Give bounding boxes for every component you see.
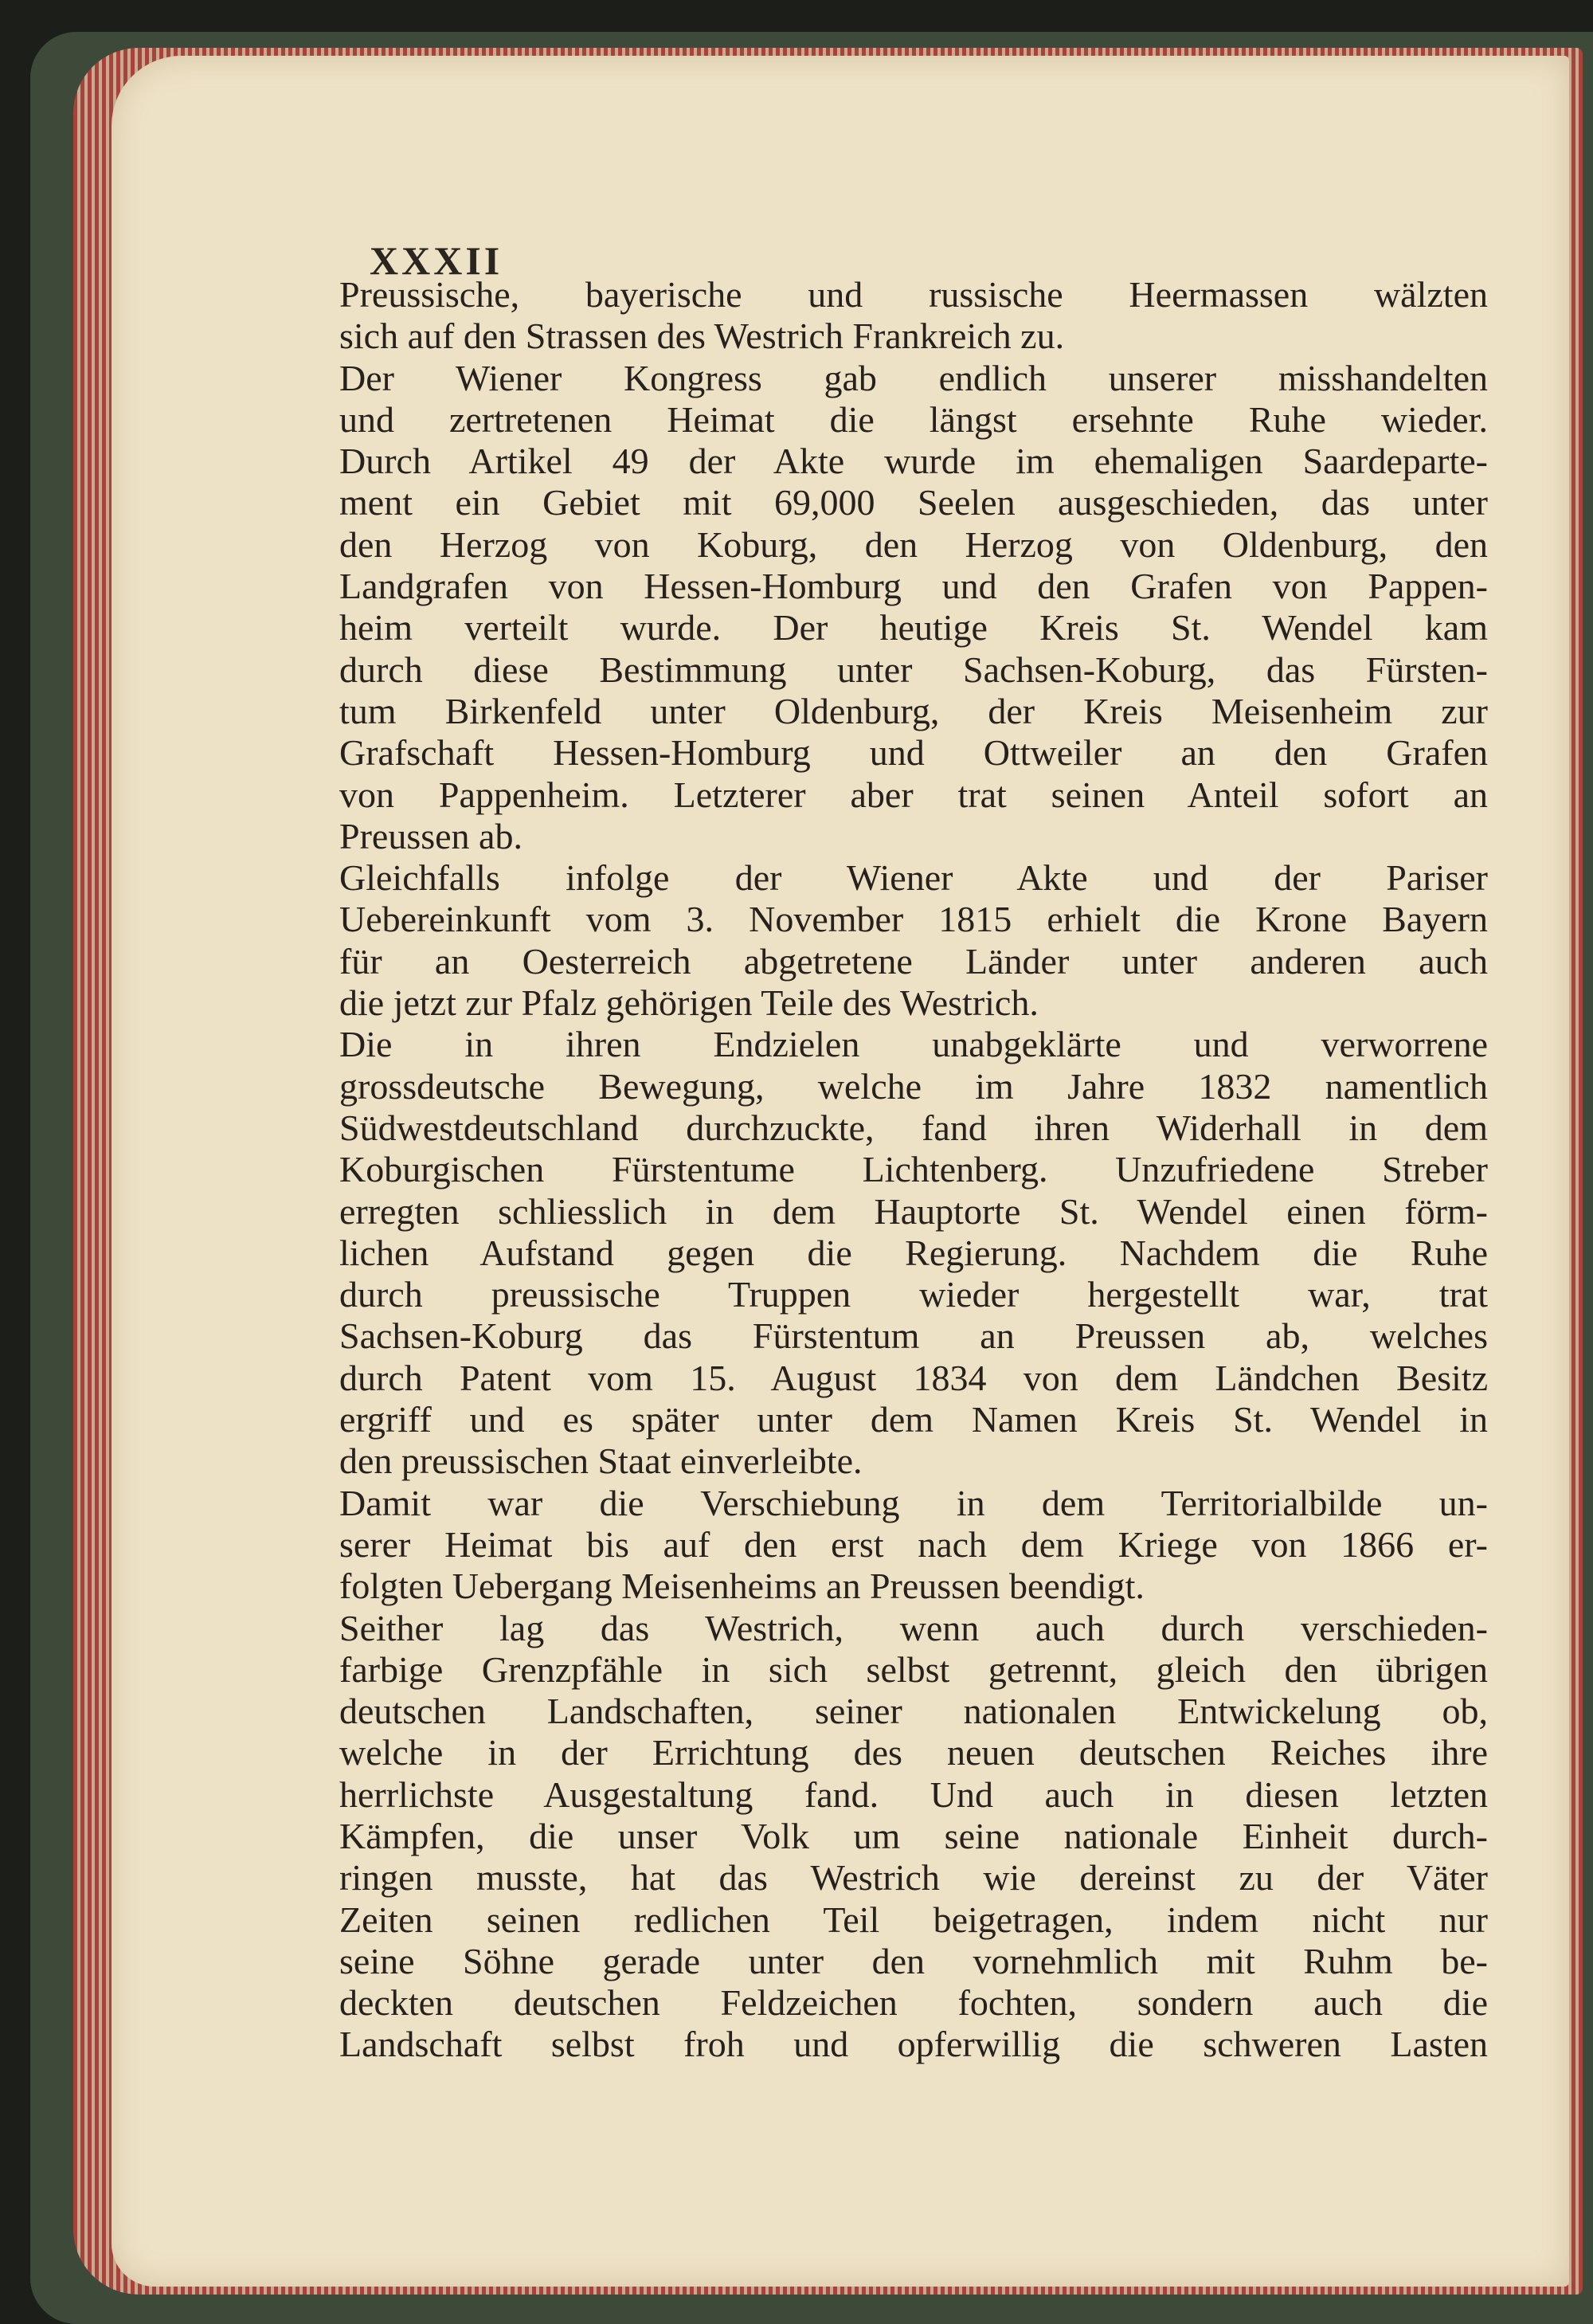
text-line: von Pappenheim. Letzterer aber trat seinen Anteil sofort an <box>339 774 1488 815</box>
text-line: Koburgischen Fürstentume Lichtenberg. Unzufriedene Streber <box>339 1149 1488 1190</box>
text-line: den Herzog von Koburg, den Herzog von Oldenburg, den <box>339 523 1488 565</box>
paragraph <box>256 1483 1488 1608</box>
text-line: tum Birkenfeld unter Oldenburg, der Kreis Meisenheim zur <box>339 690 1488 731</box>
text-line: Preussische, bayerische und russische Heermassen wälzten <box>339 274 1488 315</box>
text-line: lichen Aufstand gegen die Regierung. Nachdem die Ruhe <box>339 1232 1488 1273</box>
paragraph <box>256 358 1488 858</box>
text-line: ment ein Gebiet mit 69,000 Seelen ausgeschieden, das unter <box>339 482 1488 523</box>
text-line: für an Oesterreich abgetretene Länder unter anderen auch <box>339 940 1488 982</box>
text-line: Der Wiener Kongress gab endlich unserer misshandelten <box>339 357 1488 398</box>
paragraph <box>256 1024 1488 1482</box>
body-text <box>256 274 1488 2066</box>
text-line: Preussen ab. <box>339 815 523 856</box>
text-line: und zertretenen Heimat die längst ersehnte Ruhe wieder. <box>339 398 1488 440</box>
text-line: erregten schliesslich in dem Hauptorte St. Wendel einen förm- <box>339 1190 1488 1232</box>
text-line: Seither lag das Westrich, wenn auch durch verschieden- <box>339 1607 1488 1648</box>
text-line: farbige Grenzpfähle in sich selbst getrennt, gleich den übrigen <box>339 1648 1488 1690</box>
text-line: Damit war die Verschiebung in dem Territorialbilde un- <box>339 1482 1488 1523</box>
text-line: Zeiten seinen redlichen Teil beigetragen, indem nicht nur <box>339 1899 1488 1940</box>
text-line: herrlichste Ausgestaltung fand. Und auch in diesen letzten <box>339 1773 1488 1815</box>
text-line: seine Söhne gerade unter den vornehmlich mit Ruhm be- <box>339 1940 1488 1981</box>
text-line: Südwestdeutschland durchzuckte, fand ihren Widerhall in dem <box>339 1107 1488 1148</box>
text-line: deckten deutschen Feldzeichen fochten, sondern auch die <box>339 1982 1488 2024</box>
text-line: Landgrafen von Hessen-Homburg und den Grafen von Pappen- <box>339 566 1488 607</box>
text-line: heim verteilt wurde. Der heutige Kreis St. Wendel kam <box>339 607 1488 649</box>
text-line: Uebereinkunft vom 3. November 1815 erhielt die Krone Bayern <box>339 899 1488 940</box>
page-number: XXXII <box>370 238 503 283</box>
paragraph <box>256 274 1488 358</box>
text-line: den preussischen Staat einverleibte. <box>339 1440 863 1482</box>
text-line: ergriff und es später unter dem Namen Kreis St. Wendel in <box>339 1399 1488 1440</box>
text-line: deutschen Landschaften, seiner nationalen Entwickelung ob, <box>339 1691 1488 1732</box>
text-line: serer Heimat bis auf den erst nach dem Kriege von 1866 er- <box>339 1523 1488 1565</box>
text-line: Sachsen-Koburg das Fürstentum an Preussen ab, welches <box>339 1315 1488 1357</box>
text-line: ringen musste, hat das Westrich wie dereinst zu der Väter <box>339 1857 1488 1899</box>
text-line: Gleichfalls infolge der Wiener Akte und der Pariser <box>339 857 1488 899</box>
text-line: durch diese Bestimmung unter Sachsen-Koburg, das Fürsten- <box>339 649 1488 690</box>
text-line: durch Patent vom 15. August 1834 von dem Ländchen Besitz <box>339 1357 1488 1398</box>
text-line: sich auf den Strassen des Westrich Frankreich zu. <box>339 315 1065 357</box>
text-line: Kämpfen, die unser Volk um seine nationale Einheit durch- <box>339 1815 1488 1856</box>
text-line: welche in der Errichtung des neuen deutschen Reiches ihre <box>339 1732 1488 1773</box>
text-line: Durch Artikel 49 der Akte wurde im ehemaligen Saardeparte- <box>339 441 1488 482</box>
text-line: durch preussische Truppen wieder hergestellt war, trat <box>339 1274 1488 1315</box>
text-line: folgten Uebergang Meisenheims an Preussen beendigt. <box>339 1566 1145 1607</box>
text-line: Landschaft selbst froh und opferwillig die schweren Lasten <box>339 2024 1488 2065</box>
paragraph <box>256 1608 1488 2066</box>
text-line: Die in ihren Endzielen unabgeklärte und verworrene <box>339 1024 1488 1065</box>
text-line: Grafschaft Hessen-Homburg und Ottweiler an den Grafen <box>339 732 1488 774</box>
text-line: die jetzt zur Pfalz gehörigen Teile des Westrich. <box>339 982 1039 1024</box>
paragraph <box>256 857 1488 1024</box>
text-line: grossdeutsche Bewegung, welche im Jahre 1832 namentlich <box>339 1065 1488 1107</box>
